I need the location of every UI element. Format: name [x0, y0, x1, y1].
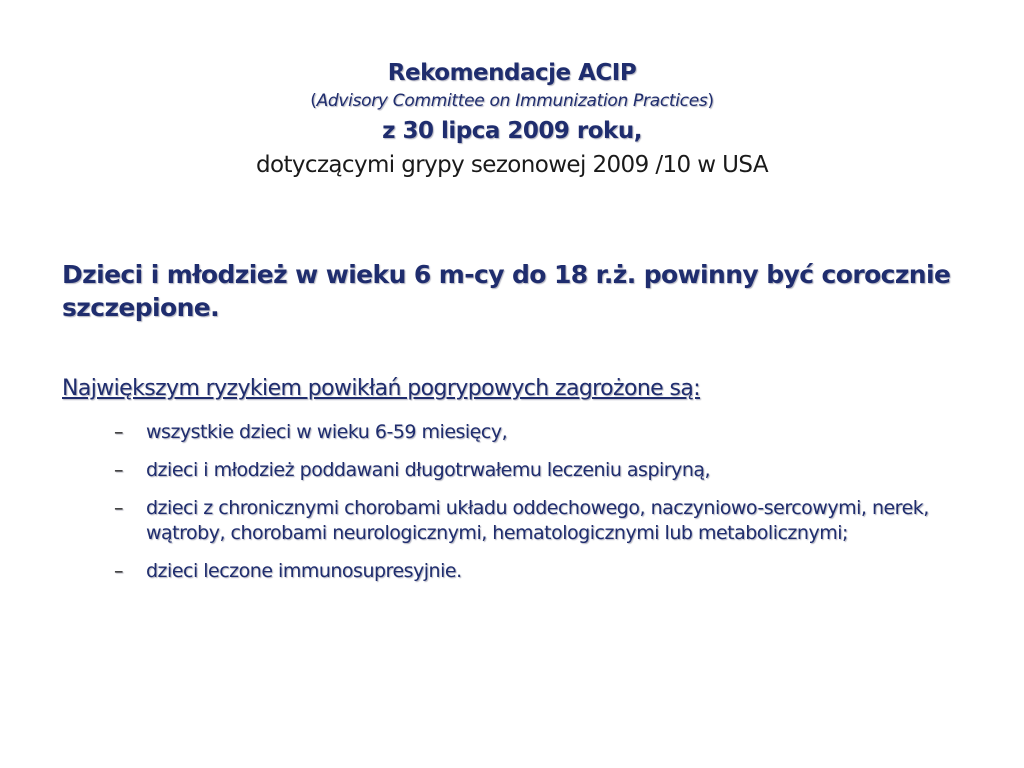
- risk-group-heading: Największym ryzykiem powikłań pogrypowych zagrożone są:: [62, 376, 701, 401]
- list-item: [114, 458, 974, 483]
- dash-bullet: –: [114, 421, 123, 443]
- slide-date: z 30 lipca 2009 roku,: [382, 118, 642, 144]
- list-item-text: dzieci leczone immunosupresyjnie.: [146, 560, 462, 582]
- slide-title: Rekomendacje ACIP: [387, 60, 637, 86]
- headline: Dzieci i młodzież w wieku 6 m-cy do 18 r.ż. powinny być corocznie szczepione.: [62, 260, 951, 322]
- list-item-text: dzieci z chronicznymi chorobami układu oddechowego, naczyniowo-sercowymi, nerek, wątroby, chorobami neurologicznymi, hematologicznymi lub metabolicznymi;: [146, 497, 929, 544]
- subtitle-committee-name: Advisory Committee on Immunization Practices: [316, 91, 708, 111]
- dash-bullet: –: [114, 497, 123, 519]
- risk-group-list: [114, 420, 974, 597]
- subtitle-open-paren: (: [310, 91, 317, 111]
- list-item: [114, 559, 974, 584]
- list-item: [114, 496, 974, 546]
- dash-bullet: –: [114, 560, 123, 582]
- dash-bullet: –: [114, 459, 123, 481]
- slide-description: dotyczącymi grypy sezonowej 2009 /10 w USA: [256, 152, 768, 178]
- list-item-text: dzieci i młodzież poddawani długotrwałemu leczeniu aspiryną,: [146, 459, 711, 481]
- list-item: [114, 420, 974, 445]
- title-block: [0, 58, 1024, 182]
- list-item-text: wszystkie dzieci w wieku 6-59 miesięcy,: [146, 421, 508, 443]
- subtitle-close-paren: ): [707, 91, 714, 111]
- slide-subtitle: [0, 88, 1024, 114]
